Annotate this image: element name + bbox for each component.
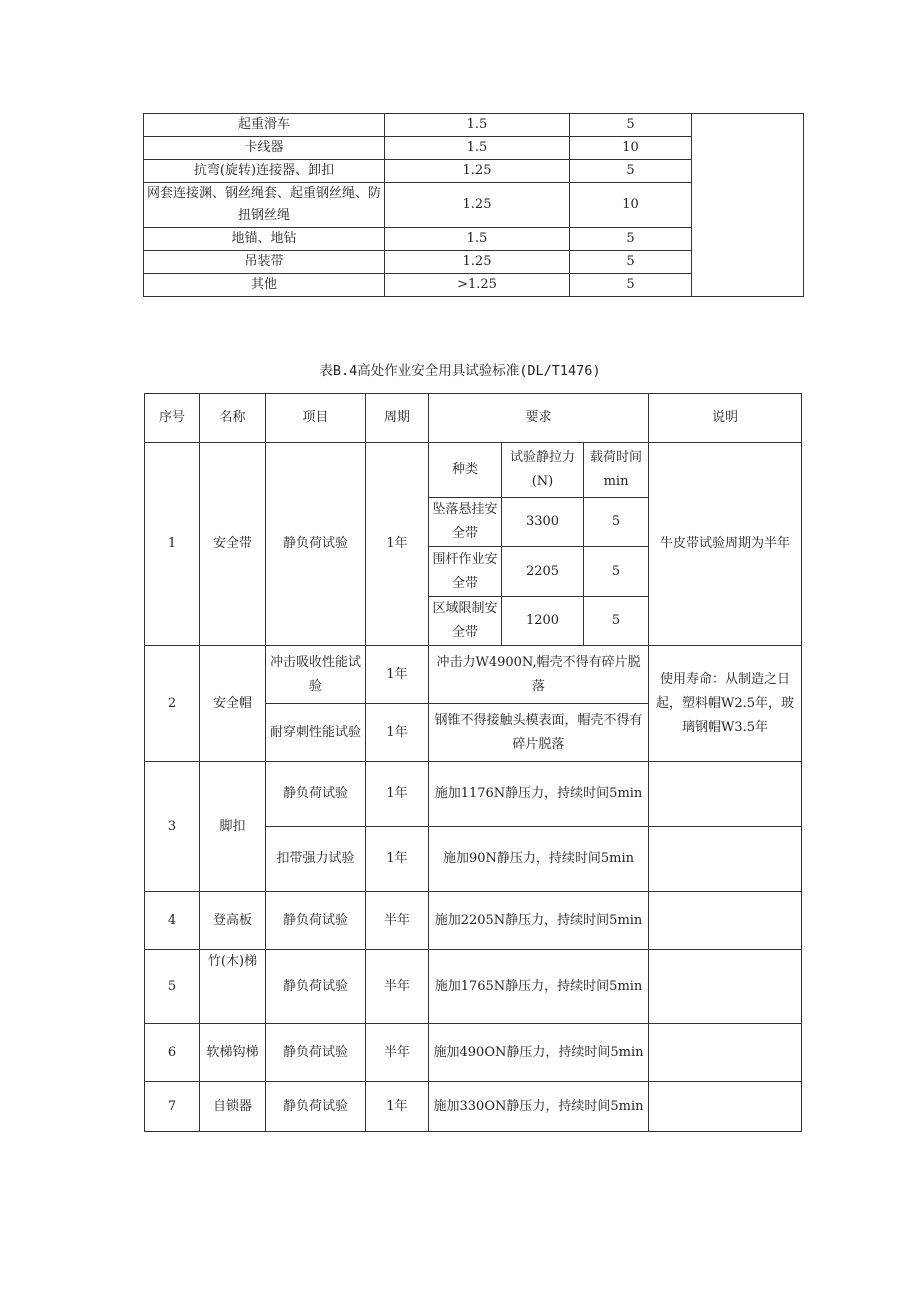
table-row	[144, 114, 804, 137]
tool-time: 10	[570, 137, 692, 160]
belt-time: 5	[584, 547, 649, 597]
tool-time: 5	[570, 228, 692, 251]
row-name: 安全带	[200, 443, 266, 646]
row-note: 使用寿命：从制造之日起，塑料帽W2.5年，玻璃钢帽W3.5年	[649, 646, 802, 762]
lifting-tools-table	[143, 113, 804, 297]
row-requirement: 钢锥不得接触头模表面，帽壳不得有碎片脱落	[429, 704, 649, 762]
row-period: 半年	[366, 950, 429, 1024]
sub-header-type: 种类	[429, 443, 502, 498]
belt-time: 5	[584, 597, 649, 646]
row-period: 1年	[366, 762, 429, 827]
row-requirement: 施加1176N静压力，持续时间5min	[429, 762, 649, 827]
row-requirement: 施加2205N静压力，持续时间5min	[429, 892, 649, 950]
row-no: 2	[145, 646, 200, 762]
row-requirement: 冲击力W4900N,帽壳不得有碎片脱落	[429, 646, 649, 704]
belt-type: 坠落悬挂安全带	[429, 498, 502, 547]
row-period: 1年	[366, 704, 429, 762]
tool-factor: 1.25	[385, 183, 570, 228]
header-no: 序号	[145, 394, 200, 443]
belt-time: 5	[584, 498, 649, 547]
header-period: 周期	[366, 394, 429, 443]
table-row	[145, 892, 802, 950]
row-name: 脚扣	[200, 762, 266, 892]
belt-force: 1200	[502, 597, 584, 646]
row-requirement: 施加490ON静压力，持续时间5min	[429, 1024, 649, 1082]
tool-name: 抗弯(旋转)连接器、卸扣	[144, 160, 385, 183]
row-name: 登高板	[200, 892, 266, 950]
row-item: 静负荷试验	[266, 892, 366, 950]
tool-time: 5	[570, 251, 692, 274]
row-no: 6	[145, 1024, 200, 1082]
row-period: 半年	[366, 892, 429, 950]
sub-header-force: 试验静拉力(N)	[502, 443, 584, 498]
height-safety-tools-table	[144, 393, 802, 1132]
table-row	[145, 646, 802, 704]
tool-time: 10	[570, 183, 692, 228]
tool-time: 5	[570, 274, 692, 297]
row-no: 1	[145, 443, 200, 646]
header-item: 项目	[266, 394, 366, 443]
tool-factor: 1.5	[385, 228, 570, 251]
table-row	[145, 443, 802, 498]
row-note	[649, 1082, 802, 1132]
row-period: 半年	[366, 1024, 429, 1082]
tool-name: 地锚、地钻	[144, 228, 385, 251]
row-note	[649, 1024, 802, 1082]
row-note	[649, 762, 802, 827]
row-no: 5	[145, 950, 200, 1024]
row-item: 静负荷试验	[266, 443, 366, 646]
row-no: 3	[145, 762, 200, 892]
tool-factor: 1.5	[385, 137, 570, 160]
row-period: 1年	[366, 1082, 429, 1132]
row-item: 冲击吸收性能试验	[266, 646, 366, 704]
table-row	[145, 1082, 802, 1132]
row-requirement: 施加90N静压力，持续时间5min	[429, 827, 649, 892]
table-row	[145, 1024, 802, 1082]
belt-force: 2205	[502, 547, 584, 597]
row-name: 竹(木)梯	[200, 950, 266, 1024]
row-requirement: 施加1765N静压力，持续时间5min	[429, 950, 649, 1024]
belt-type: 区域限制安全带	[429, 597, 502, 646]
row-requirement: 施加330ON静压力，持续时间5min	[429, 1082, 649, 1132]
sub-header-time: 载荷时间min	[584, 443, 649, 498]
row-item: 静负荷试验	[266, 950, 366, 1024]
tool-name: 其他	[144, 274, 385, 297]
tool-factor: 1.25	[385, 251, 570, 274]
empty-note-cell	[692, 114, 804, 297]
row-no: 7	[145, 1082, 200, 1132]
tool-name: 吊装带	[144, 251, 385, 274]
tool-factor: >1.25	[385, 274, 570, 297]
row-item: 静负荷试验	[266, 1082, 366, 1132]
belt-force: 3300	[502, 498, 584, 547]
row-period: 1年	[366, 443, 429, 646]
table-row	[145, 950, 802, 1024]
tool-time: 5	[570, 160, 692, 183]
tool-name: 网套连接渊、钢丝绳套、起重钢丝绳、防扭钢丝绳	[144, 183, 385, 228]
row-note	[649, 892, 802, 950]
tool-name: 卡线器	[144, 137, 385, 160]
row-item: 耐穿刺性能试验	[266, 704, 366, 762]
tool-factor: 1.5	[385, 114, 570, 137]
row-item: 静负荷试验	[266, 1024, 366, 1082]
row-note	[649, 950, 802, 1024]
row-note	[649, 827, 802, 892]
table-row	[145, 762, 802, 827]
tool-factor: 1.25	[385, 160, 570, 183]
table-caption: 表B.4高处作业安全用具试验标准(DL/T1476)	[319, 363, 601, 379]
tool-name: 起重滑车	[144, 114, 385, 137]
row-note: 牛皮带试验周期为半年	[649, 443, 802, 646]
row-item: 扣带强力试验	[266, 827, 366, 892]
header-requirement: 要求	[429, 394, 649, 443]
row-name: 自锁器	[200, 1082, 266, 1132]
row-period: 1年	[366, 646, 429, 704]
header-row	[145, 394, 802, 443]
tool-time: 5	[570, 114, 692, 137]
row-name: 软梯钩梯	[200, 1024, 266, 1082]
row-period: 1年	[366, 827, 429, 892]
belt-type: 围杆作业安全带	[429, 547, 502, 597]
row-name: 安全帽	[200, 646, 266, 762]
row-no: 4	[145, 892, 200, 950]
header-name: 名称	[200, 394, 266, 443]
row-item: 静负荷试验	[266, 762, 366, 827]
header-note: 说明	[649, 394, 802, 443]
